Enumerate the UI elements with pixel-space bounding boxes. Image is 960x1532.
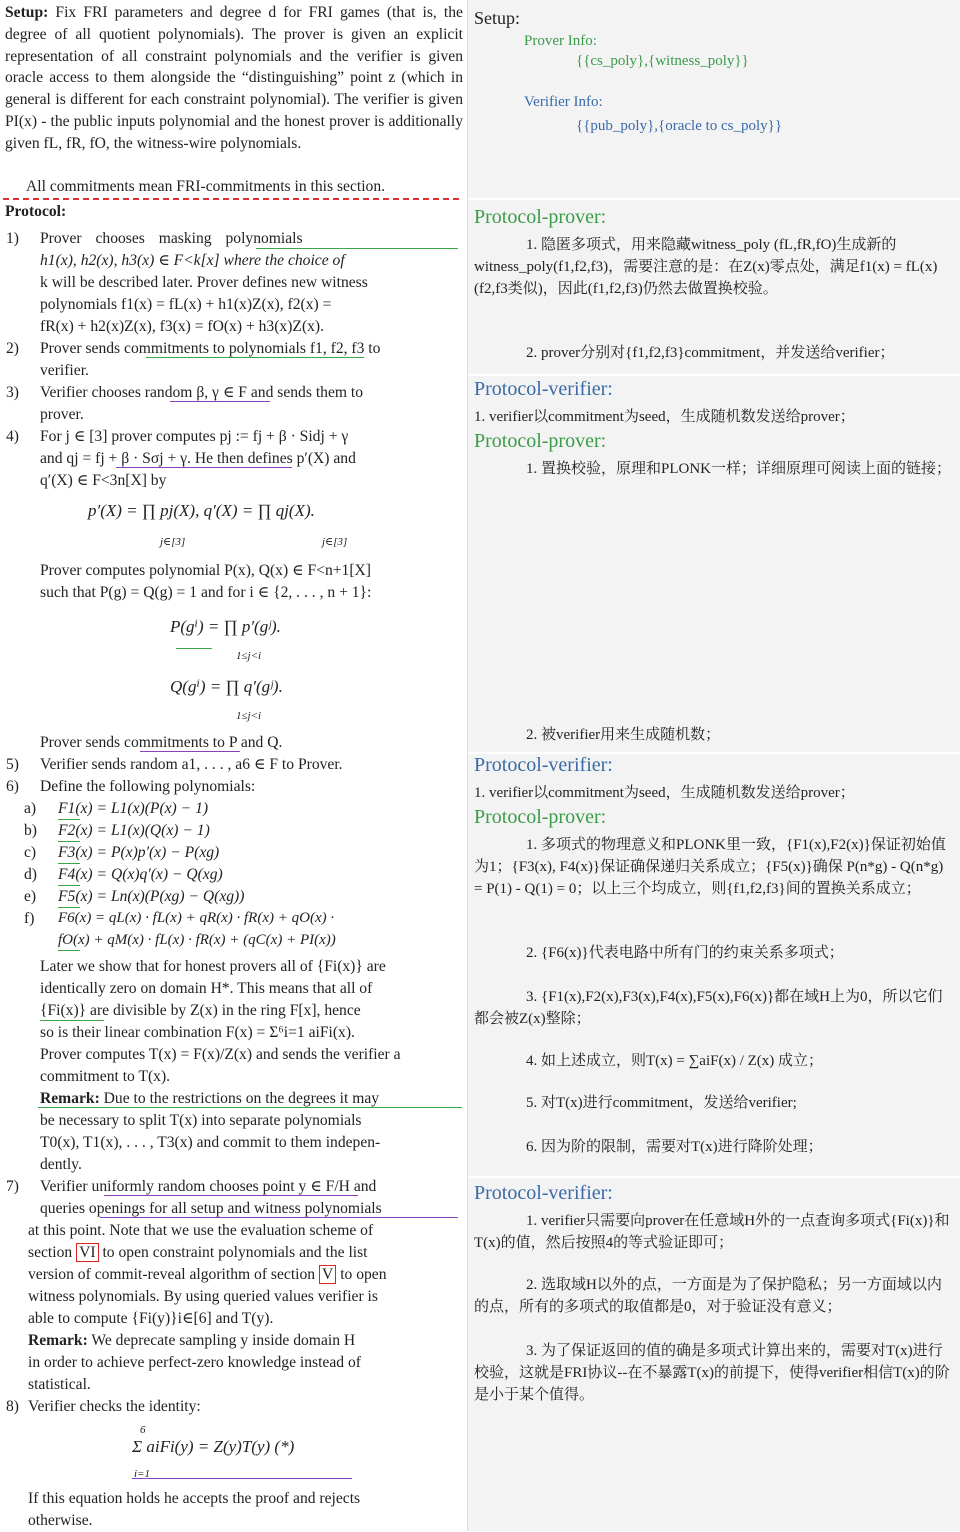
protocol-prover-heading: Protocol-prover: [474, 806, 607, 828]
annotation-paragraph: 6. 因为阶的限制，需要对T(x)进行降阶处理； [526, 1139, 823, 1155]
step2-line: Prover sends commitments to polynomials f1, f2, f3 to [40, 340, 381, 357]
step7-line: at this point. Note that we use the evaluation scheme of [28, 1222, 374, 1239]
step-number: 1) [6, 230, 19, 247]
step6-line: Define the following polynomials: [40, 778, 256, 795]
step1-line: Prover chooses masking polynomials [40, 230, 303, 247]
step4-line: Prover computes polynomial P(x), Q(x) ∈ F<n+1[X] [40, 562, 372, 579]
annotation-paragraph: 1. 隐匿多项式，用来隐藏witness_poly (fL,fR,fO)生成新的witness_poly(f1,f2,f3)，需要注意的是：在Z(x)零点处，满足f1(x) = fL(x)(f2,f3类似)，因此(f1,f2,f3)仍然去做置换校验。 [474, 237, 938, 297]
remark-2-line: in order to achieve perfect-zero knowledge instead of [28, 1354, 361, 1371]
highlight-underline [116, 467, 292, 468]
remark-1-line: T0(x), T1(x), . . . , T3(x) and commit to them indepen- [40, 1134, 381, 1151]
step6-line: Later we show that for honest provers all of {Fi(x)} are [40, 958, 386, 975]
step7-line: queries openings for all setup and witness polynomials [40, 1200, 382, 1217]
poly-label: b) [24, 822, 37, 839]
highlight-underline [170, 401, 270, 402]
highlight-underline [58, 819, 80, 820]
step1-line: k will be described later. Prover defines new witness [40, 274, 368, 291]
step3-line: Verifier chooses random β, γ ∈ F and sends them to [40, 384, 364, 401]
poly-label: a) [24, 800, 37, 817]
equation-P: P(gⁱ) = ∏ p′(gʲ). [170, 617, 281, 636]
poly-definition: F5(x) = Ln(x)(P(xg) − Q(xg)) [58, 888, 245, 905]
setup-title: Setup: [474, 8, 521, 28]
annotation-paragraph: 1. 置换校验，原理和PLONK一样；详细原理可阅读上面的链接； [526, 461, 952, 477]
protocol-verifier-heading: Protocol-verifier: [474, 378, 613, 400]
poly-definition: F6(x) = qL(x) · fL(x) + qR(x) · fR(x) + qO(x) · [58, 910, 335, 926]
verifier-info-label: Verifier Info: [524, 94, 603, 110]
protocol-verifier-heading: Protocol-verifier: [474, 754, 613, 776]
protocol-prover-heading: Protocol-prover: [474, 430, 607, 452]
sum-lower-limit: i=1 [134, 1468, 150, 1480]
final-identity-equation: Σ aiFi(y) = Z(y)T(y) (*) [132, 1437, 295, 1456]
section-separator [468, 198, 960, 200]
remark-2: Remark: We deprecate sampling y inside domain H [28, 1332, 356, 1349]
prover-info-value: {{cs_poly},{witness_poly}} [576, 53, 749, 69]
highlight-underline [146, 357, 364, 358]
highlight-underline [58, 863, 80, 864]
annotation-paragraph: 2. {F6(x)}代表电路中所有门的约束关系多项式； [526, 945, 844, 961]
highlight-underline [104, 1195, 358, 1196]
highlight-underline [176, 648, 212, 649]
poly-definition-continued: fO(x) + qM(x) · fL(x) · fR(x) + (qC(x) + PI(x)) [58, 932, 336, 948]
step7-line: version of commit-reveal algorithm of section V to open [28, 1266, 387, 1283]
poly-definition: F1(x) = L1(x)(P(x) − 1) [58, 800, 209, 817]
remark-1-line: be necessary to split T(x) into separate polynomials [40, 1112, 362, 1129]
setup-label: Setup: [5, 4, 49, 21]
step3-line: prover. [40, 406, 84, 423]
remark-1: Remark: Due to the restrictions on the degrees it may [40, 1090, 380, 1107]
commitment-note: All commitments mean FRI-commitments in this section. [26, 178, 386, 195]
product-limit: 1≤j<i [236, 710, 262, 722]
step-number: 4) [6, 428, 19, 445]
annotation-paragraph: 3. 为了保证返回的值的确是多项式计算出来的，需要对T(x)进行校验，这就是FRI协议--在不暴露T(x)的前提下，使得verifier相信T(x)的阶是小于某个值得。 [474, 1343, 950, 1403]
poly-definition: F4(x) = Q(x)q′(x) − Q(xg) [58, 866, 223, 883]
highlight-underline [100, 1217, 458, 1218]
highlight-underline [38, 1107, 462, 1108]
step6-line: so is their linear combination F(x) = Σ⁶i=1 aiFi(x). [40, 1024, 355, 1041]
step4-line: For j ∈ [3] prover computes pj := fj + β · Sidj + γ [40, 428, 349, 445]
equation-p-q-products: p′(X) = ∏ pj(X), q′(X) = ∏ qj(X). [88, 501, 315, 520]
highlight-underline [58, 907, 80, 908]
protocol-heading: Protocol: [5, 203, 67, 220]
equation-Q: Q(gⁱ) = ∏ q′(gʲ). [170, 677, 283, 696]
step6-line: Prover computes T(x) = F(x)/Z(x) and sends the verifier a [40, 1046, 401, 1063]
step4-line: such that P(g) = Q(g) = 1 and for i ∈ {2, . . . , n + 1}: [40, 584, 372, 601]
highlight-underline [40, 1020, 104, 1021]
poly-definition: F3(x) = P(x)p′(x) − P(xg) [58, 844, 220, 861]
section-separator [468, 374, 960, 376]
final-line: otherwise. [28, 1512, 93, 1529]
highlight-underline [58, 885, 80, 886]
sum-upper-limit: 6 [140, 1424, 146, 1436]
step-number: 3) [6, 384, 19, 401]
step4-line: and qj = fj + β · Sσj + γ. He then defines p′(X) and [40, 450, 356, 467]
annotation-paragraph: 1. verifier只需要向prover在任意域H外的一点查询多项式{Fi(x)}和T(x)的值，然后按照4的等式验证即可； [474, 1213, 950, 1251]
annotation-paragraph: 2. prover分别对{f1,f2,f3}commitment，并发送给verifier； [526, 345, 895, 361]
step1-line: h1(x), h2(x), h3(x) ∈ F<k[x] where the choice of [40, 252, 345, 269]
highlight-underline [132, 1478, 352, 1479]
poly-label: f) [24, 910, 35, 927]
setup-text: Fix FRI parameters and degree d for FRI games (that is, the degree of all quotient polynomials). The prover is given an explicit representation of all constraint polynomials and the verifier is given oracle access to them alongside the “distinguishing” point z (which in general is different for each constraint polynomial). The verifier is given PI(x) - the public inputs polynomial and the honest prover is additionally given fL, fR, fO, the witness-wire polynomials. [5, 4, 463, 152]
step7-line: section VI to open constraint polynomials and the list [28, 1244, 368, 1261]
step6-line: {Fi(x)} are divisible by Z(x) in the ring F[x], hence [40, 1002, 361, 1019]
section-divider [3, 198, 459, 200]
annotation-paragraph: 1. 多项式的物理意义和PLONK里一致，{F1(x),F2(x)}保证初始值为1；{F3(x), F4(x)}保证确保递归关系成立；{F5(x)}确保 P(n*g) - Q(n*g) = P(1) - Q(1) = 0；以上三个均成立，则{f1,f2,f3}间的置换关系成立； [474, 837, 946, 897]
annotation-paragraph: 5. 对T(x)进行commitment，发送给verifier; [526, 1095, 797, 1111]
step-number: 2) [6, 340, 19, 357]
step7-line: Verifier uniformly random chooses point y ∈ F/H and [40, 1178, 377, 1195]
protocol-prover-heading: Protocol-prover: [474, 206, 607, 228]
section-separator [468, 1176, 960, 1178]
annotation-paragraph: 1. verifier以commitment为seed，生成随机数发送给prover； [474, 409, 855, 425]
step-number: 7) [6, 1178, 19, 1195]
annotation-paragraph: 2. 选取域H以外的点，一方面是为了保护隐私；另一方面域以内的点，所有的多项式的取值都是0，对于验证没有意义； [474, 1277, 942, 1315]
highlight-underline [256, 248, 458, 249]
product-limit: 1≤j<i [236, 650, 262, 662]
step7-line: witness polynomials. By using queried values verifier is [28, 1288, 378, 1305]
annotation-paragraph: 2. 被verifier用来生成随机数； [526, 727, 721, 743]
remark-2-line: statistical. [28, 1376, 91, 1393]
final-line: If this equation holds he accepts the proof and rejects [28, 1490, 361, 1507]
poly-definition: F2(x) = L1(x)(Q(x) − 1) [58, 822, 210, 839]
highlight-underline [58, 950, 80, 951]
step6-line: identically zero on domain H*. This means that all of [40, 980, 373, 997]
annotation-paragraph: 3. {F1(x),F2(x),F3(x),F4(x),F5(x),F6(x)}都在域H上为0，所以它们都会被Z(x)整除； [474, 989, 943, 1027]
section-ref-v[interactable]: V [319, 1265, 336, 1284]
product-limit: j∈[3] [160, 536, 186, 548]
step8-line: Verifier checks the identity: [28, 1398, 201, 1415]
highlight-underline [58, 841, 80, 842]
protocol-verifier-heading: Protocol-verifier: [474, 1182, 613, 1204]
product-limit: j∈[3] [322, 536, 348, 548]
poly-label: c) [24, 844, 37, 861]
step-number: 6) [6, 778, 19, 795]
step-number: 5) [6, 756, 19, 773]
paper-column [0, 0, 466, 1531]
annotation-column [467, 0, 960, 1531]
step4-line: q′(X) ∈ F<3n[X] by [40, 472, 167, 489]
poly-label: e) [24, 888, 37, 905]
step-number: 8) [6, 1398, 19, 1415]
step1-line: fR(x) + h2(x)Z(x), f3(x) = fO(x) + h3(x)Z(x). [40, 318, 325, 335]
step1-line: polynomials f1(x) = fL(x) + h1(x)Z(x), f2(x) = [40, 296, 332, 313]
prover-info-label: Prover Info: [524, 33, 597, 49]
annotation-paragraph: 1. verifier以commitment为seed，生成随机数发送给prover； [474, 785, 855, 801]
remark-1-line: dently. [40, 1156, 82, 1173]
section-ref-vi[interactable]: VI [76, 1243, 98, 1262]
step4-line: Prover sends commitments to P and Q. [40, 734, 283, 751]
step2-line: verifier. [40, 362, 89, 379]
verifier-info-value: {{pub_poly},{oracle to cs_poly}} [576, 118, 783, 134]
step6-line: commitment to T(x). [40, 1068, 171, 1085]
step5-line: Verifier sends random a1, . . . , a6 ∈ F to Prover. [40, 756, 343, 773]
highlight-underline [140, 751, 240, 752]
step7-line: able to compute {Fi(y)}i∈[6] and T(y). [28, 1310, 274, 1327]
poly-label: d) [24, 866, 37, 883]
setup-paragraph [5, 2, 463, 155]
annotation-paragraph: 4. 如上述成立，则T(x) = ∑aiF(x) / Z(x) 成立； [526, 1053, 824, 1069]
